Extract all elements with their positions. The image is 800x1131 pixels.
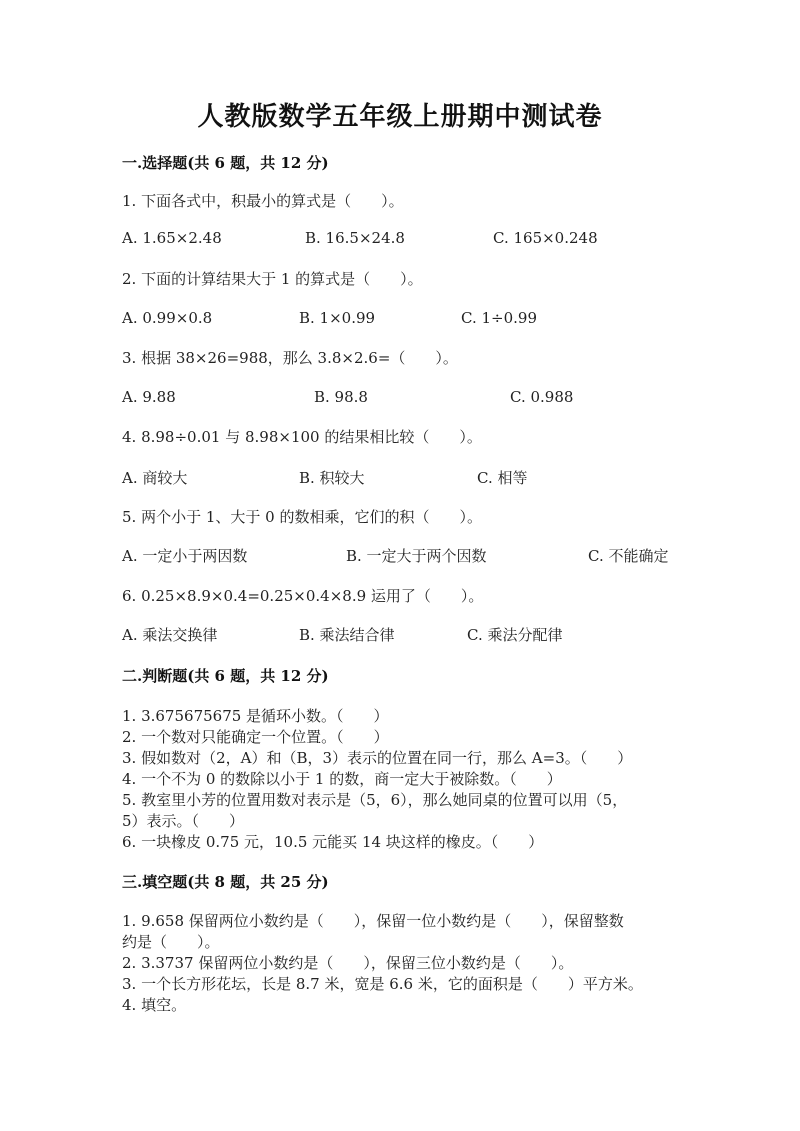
choice-option-3a: A. 9.88: [122, 388, 176, 406]
choice-option-2a: A. 0.99×0.8: [122, 309, 213, 327]
judgement-line-6: 6. 一块橡皮 0.75 元，10.5 元能买 14 块这样的橡皮。（ ）: [122, 833, 544, 851]
choice-option-6c: C. 乘法分配律: [467, 626, 563, 644]
choice-question-5: 5. 两个小于 1、大于 0 的数相乘，它们的积（ ）。: [122, 508, 482, 526]
section-heading-choice: 一.选择题(共 6 题，共 12 分): [122, 154, 329, 172]
choice-question-6: 6. 0.25×8.9×0.4=0.25×0.4×8.9 运用了（ ）。: [122, 587, 484, 605]
judgement-line-1: 1. 3.675675675 是循环小数。（ ）: [122, 707, 389, 725]
judgement-line-2: 2. 一个数对只能确定一个位置。（ ）: [122, 728, 389, 746]
choice-question-2: 2. 下面的计算结果大于 1 的算式是（ ）。: [122, 270, 423, 288]
fill-line-1-cont: 约是（ ）。: [122, 933, 220, 951]
choice-option-3c: C. 0.988: [510, 388, 574, 406]
choice-option-5b: B. 一定大于两个因数: [346, 547, 487, 565]
section-heading-judgement: 二.判断题(共 6 题，共 12 分): [122, 667, 329, 685]
choice-option-4a: A. 商较大: [122, 469, 188, 487]
choice-option-6b: B. 乘法结合律: [299, 626, 395, 644]
fill-line-3: 3. 一个长方形花坛，长是 8.7 米，宽是 6.6 米，它的面积是（ ）平方米。: [122, 975, 643, 993]
choice-option-2c: C. 1÷0.99: [461, 309, 537, 327]
page-title: 人教版数学五年级上册期中测试卷: [197, 102, 603, 132]
choice-option-1a: A. 1.65×2.48: [122, 229, 222, 247]
choice-option-6a: A. 乘法交换律: [122, 626, 218, 644]
choice-question-1: 1. 下面各式中，积最小的算式是（ ）。: [122, 192, 404, 210]
fill-line-2: 2. 3.3737 保留两位小数约是（ ），保留三位小数约是（ ）。: [122, 954, 574, 972]
choice-option-4b: B. 积较大: [299, 469, 365, 487]
fill-line-4: 4. 填空。: [122, 996, 187, 1014]
choice-option-3b: B. 98.8: [314, 388, 368, 406]
judgement-line-5: 5. 教室里小芳的位置用数对表示是（5，6），那么她同桌的位置可以用（5，: [122, 791, 628, 809]
fill-line-1: 1. 9.658 保留两位小数约是（ ），保留一位小数约是（ ），保留整数: [122, 912, 624, 930]
choice-option-5a: A. 一定小于两因数: [122, 547, 248, 565]
choice-option-4c: C. 相等: [477, 469, 528, 487]
choice-option-1b: B. 16.5×24.8: [305, 229, 405, 247]
judgement-line-3: 3. 假如数对（2，A）和（B，3）表示的位置在同一行，那么 A=3。（ ）: [122, 749, 633, 767]
judgement-line-4: 4. 一个不为 0 的数除以小于 1 的数，商一定大于被除数。（ ）: [122, 770, 562, 788]
judgement-line-5-cont: 5）表示。（ ）: [122, 812, 245, 830]
section-heading-fill: 三.填空题(共 8 题，共 25 分): [122, 873, 329, 891]
choice-option-5c: C. 不能确定: [588, 547, 669, 565]
choice-option-2b: B. 1×0.99: [299, 309, 376, 327]
choice-question-3: 3. 根据 38×26=988，那么 3.8×2.6=（ ）。: [122, 349, 458, 367]
choice-question-4: 4. 8.98÷0.01 与 8.98×100 的结果相比较（ ）。: [122, 428, 482, 446]
choice-option-1c: C. 165×0.248: [493, 229, 598, 247]
